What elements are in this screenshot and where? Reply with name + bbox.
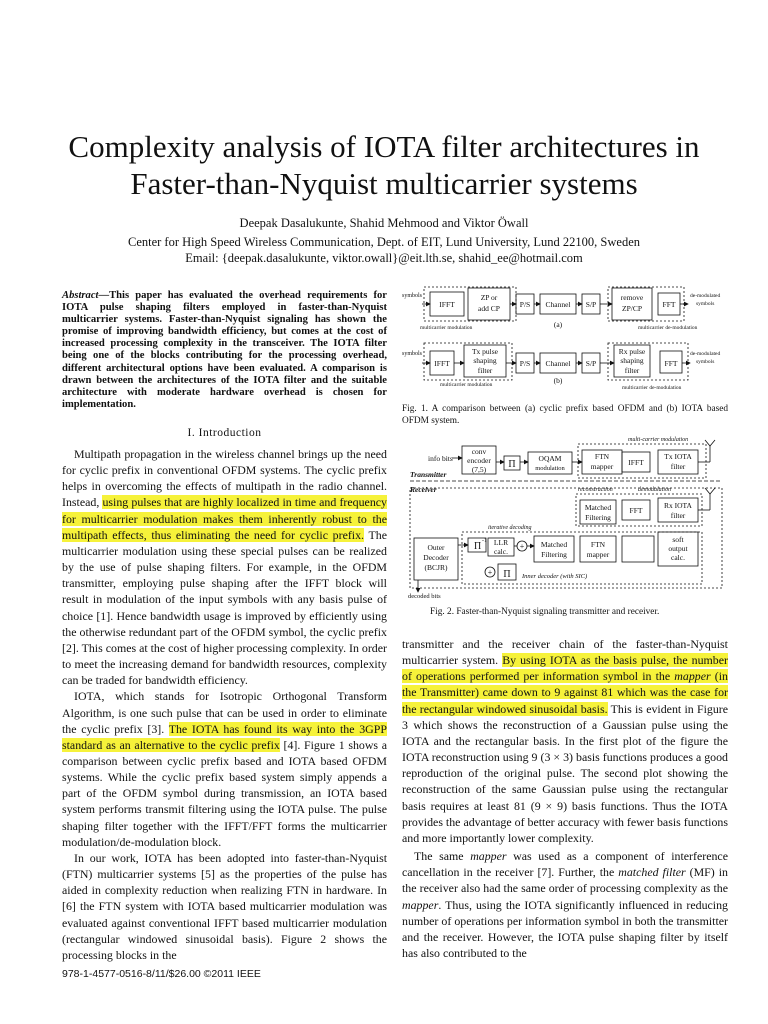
fig2-label: mapper	[586, 550, 610, 559]
fig2-label: calc.	[494, 547, 508, 556]
svg-text:+: +	[519, 542, 525, 551]
intro-paragraph-2	[62, 688, 387, 850]
right-column	[402, 636, 728, 961]
fig2-label: (7,5)	[471, 465, 487, 474]
right-paragraph-1	[402, 636, 728, 846]
figure-2-diagram	[400, 432, 730, 600]
fig2-label: LLR	[493, 538, 509, 547]
abstract-text: —This paper has evaluated the overhead requirements for IOTA pulse shaping filters employed in faster-than-Nyquist multicarrier systems. Faster-than-Nyquist signaling has shown the promise of improving bandwidth efficiency, but comes at the cost of increased processing complexity in the transceiver. The IOTA filter being one of the blocks contributing for the processing overhead, different architectural options have been evaluated. A comparison is drawn between the architectures of the IOTA filter and the suitable architecture with moderate hardware overhead is chosen for implementation.	[62, 290, 387, 410]
text-run: was used as a component of interference cancellation in the receiver [7]. Further, the	[402, 849, 728, 880]
highlighted-text: The IOTA has found its way into the 3GPP standard as an alternative to the cyclic prefix	[62, 721, 387, 752]
fig1-label: (b)	[553, 376, 563, 385]
author-affiliation: Center for High Speed Wireless Communication, Dept. of EIT, Lund University, Lund 22100, Sweden	[127, 235, 641, 249]
text-run: The multicarrier modulation using these special pulses can be realized by the use of pulse shaping filters. For example, in the OFDM transmitter, employing pulse shaping after the IFFT block will result in modulation of the input symbols with any basis pulse of choice [1]. Hence bandwidth usage is improved by efficiently using the otherwise redundant part of the OFDM symbol, the cyclic prefix [2]. This comes at the cost of higher processing complexity. In order to meet the increasing demand for bandwidth resources, complexity can be traded for bandwidth efficiency.	[62, 527, 387, 688]
author-block	[40, 216, 728, 266]
text-run: (in the Transmitter) came down to 9 against 81 which was the case for the rectangular windowed sinusoidal basis.	[402, 669, 728, 716]
svg-text:-1: -1	[482, 538, 487, 544]
fig1-label: S/P	[585, 300, 597, 309]
fig1-label: multicarrier de-modulation	[638, 325, 698, 331]
fig2-label: Π	[474, 541, 482, 552]
fig1-label: add CP	[478, 304, 500, 313]
text-run: This is evident in Figure 3 which shows the reconstruction of a Gaussian pulse using the IOTA and the rectangular basis. In the first plot of the figure the IOTA reconstruction using 9 (3 × 3) basis functions produces a good reproduction of the original pulse. The second plot showing the reconstruction of the same Gaussian pulse using the rectangular basis requires at least 81 (9 × 9) basis functions. Thus the IOTA provides the advantage of better accuracy with fewer basis functions and more importantly lower complexity.	[402, 701, 729, 845]
fig1-label: de-modulated	[690, 293, 721, 299]
fig2-label: Receiver	[410, 485, 437, 494]
fig2-label: calc.	[671, 553, 685, 562]
fig2-label: filter	[670, 462, 686, 471]
fig2-label: filter	[670, 511, 686, 520]
fig1-label: filter	[477, 366, 493, 375]
abstract-label: Abstract	[62, 290, 99, 301]
title-line-2: Faster-than-Nyquist multicarrier systems	[130, 166, 638, 201]
highlighted-text: using pulses that are highly localized in time and frequency for multicarrier modulation makes them inherently robust to the multipath effects, thus eliminating the need for cyclic prefix.	[62, 495, 387, 542]
fig1-label: ZP or	[480, 293, 498, 302]
fig2-label: Filtering	[541, 550, 567, 559]
author-names: Deepak Dasalukunte, Shahid Mehmood and Viktor Öwall	[239, 216, 529, 230]
abstract	[62, 290, 387, 411]
fig1-label: symbols	[402, 351, 423, 357]
fig2-label: Π	[508, 459, 516, 470]
fig2-label: OQAM	[538, 454, 562, 463]
text-run: mapper	[674, 669, 711, 684]
fig2-label: Π	[503, 569, 511, 580]
text-run: By using IOTA as the basis pulse, the number of operations performed per information symbol in the	[402, 653, 728, 684]
text-run: Multipath propagation in the wireless channel brings up the need for cyclic prefix in conventional OFDM systems. The cyclic prefix helps in overcoming the effects of multipath in the radio channel. Instead,	[62, 447, 387, 510]
fig1-label: Rx pulse	[618, 347, 646, 356]
text-run: mapper	[470, 849, 507, 864]
text-run: The same	[414, 849, 471, 864]
fig2-label: info bits	[428, 454, 453, 463]
intro-paragraph-1	[62, 446, 387, 688]
fig1-label: S/P	[585, 359, 597, 368]
fig1-label: (a)	[553, 320, 563, 329]
fig2-label: modulation	[535, 465, 565, 472]
text-run: (MF) in the receiver also had the same order of processing complexity as the	[402, 865, 728, 896]
fig2-label: Outer	[427, 543, 445, 552]
fig2-label: Inner decoder (with SIC)	[522, 573, 588, 580]
text-run: transmitter and the receiver chain of the faster-than-Nyquist multicarrier system.	[402, 637, 728, 668]
fig2-label: output	[668, 544, 688, 553]
fig2-label: multi-carrier modulation	[628, 437, 689, 443]
intro-paragraph-3: In our work, IOTA has been adopted into faster-than-Nyquist (FTN) multicarrier systems [5] as the properties of the pulse has aided in complexity reduction when realizing FTN in hardware. In [6] the FTN system with IOTA based multicarrier modulation was evaluated against conventional IFFT based multicarrier modulation (rectangular windowed sinusoidal basis). Figure 2 shows the processing blocks in the	[62, 850, 387, 962]
fig2-label: encoder	[467, 456, 491, 465]
fig2-label: Tx IOTA	[664, 452, 692, 461]
fig2-label: (BCJR)	[424, 563, 448, 572]
left-column	[62, 446, 387, 963]
title-line-1: Complexity analysis of IOTA filter architectures in	[68, 129, 700, 164]
fig2-label: soft	[672, 535, 684, 544]
fig1-label: multicarrier de-modulation	[622, 385, 682, 391]
fig1-label: IFFT	[434, 359, 450, 368]
figure-1-diagram	[400, 285, 730, 397]
fig1-label: remove	[620, 293, 644, 302]
fig1-label: IFFT	[439, 300, 455, 309]
fig1-label: Channel	[545, 359, 571, 368]
section-heading-introduction: I. Introduction	[187, 427, 262, 439]
author-email: Email: {deepak.dasalukunte, viktor.owall}@eit.lth.se, shahid_ee@hotmail.com	[185, 251, 583, 265]
fig1-label: symbols	[402, 293, 423, 299]
fig1-label: shaping	[473, 356, 497, 365]
fig2-label: mapper	[590, 462, 614, 471]
fig1-label: Channel	[545, 300, 571, 309]
svg-text:+: +	[487, 568, 493, 577]
fig2-label: demodulation	[638, 487, 671, 493]
figure-1-caption: Fig. 1. A comparison between (a) cyclic prefix based OFDM and (b) IOTA based OFDM system.	[402, 404, 728, 426]
fig1-label: Tx pulse	[471, 347, 499, 356]
fig2-label: reconstruction	[578, 487, 613, 493]
fig1-label: multicarrier modulation	[440, 382, 493, 388]
fig2-label: Decoder	[423, 553, 449, 562]
fig2-label: FFT	[629, 506, 643, 515]
fig1-label: P/S	[519, 359, 531, 368]
text-run: [4]. Figure 1 shows a comparison between cyclic prefix based and IOTA based OFDM systems. While the cyclic prefix based system simply appends a part of the OFDM symbol during transmission, an IOTA based system performs transmit filtering using the IOTA pulse. The pulse shaping filter together with the IFFT/FFT forms the multicarrier modulation/de-modulation block.	[62, 737, 388, 849]
fig2-label: Filtering	[585, 513, 611, 522]
fig2-label: IFFT	[628, 458, 644, 467]
fig2-label: decoded bits	[408, 593, 441, 600]
text-run: mapper	[402, 897, 439, 912]
fig1-label: P/S	[519, 300, 531, 309]
right-paragraph-2	[402, 848, 728, 961]
fig2-label: Matched	[540, 540, 568, 549]
fig1-label: FFT	[662, 300, 676, 309]
fig2-label: conv	[471, 447, 487, 456]
fig1-label: shaping	[620, 356, 644, 365]
fig2-label: Rx IOTA	[664, 501, 692, 510]
paper-title	[40, 128, 728, 202]
fig2-label: Transmitter	[410, 470, 447, 479]
text-run: IOTA, which stands for Isotropic Orthogonal Transform Algorithm, is one such pulse that can be used in order to eliminate the cyclic prefix [3].	[62, 689, 387, 736]
fig1-label: FFT	[664, 359, 678, 368]
text-run: . Thus, using the IOTA significantly influenced in reducing number of operations per information symbol in both the transmitter and the receiver. However, the IOTA pulse shaping filter by itself has also contributed to the	[402, 897, 728, 960]
fig1-label: de-modulated	[690, 351, 721, 357]
fig2-label: FTN	[590, 540, 606, 549]
text-run: matched filter	[618, 865, 686, 880]
fig1-label: symbols	[696, 359, 715, 365]
fig1-label: symbols	[696, 301, 715, 307]
fig1-label: ZP/CP	[621, 304, 643, 313]
copyright-footer: 978-1-4577-0516-8/11/$26.00 ©2011 IEEE	[62, 968, 261, 980]
fig2-label: FTN	[594, 452, 610, 461]
fig2-label: Matched	[584, 503, 612, 512]
fig1-label: filter	[624, 366, 640, 375]
figure-2-caption: Fig. 2. Faster-than-Nyquist signaling transmitter and receiver.	[430, 607, 660, 617]
fig1-label: multicarrier modulation	[420, 325, 473, 331]
fig2-label: iterative decoding	[488, 525, 532, 531]
